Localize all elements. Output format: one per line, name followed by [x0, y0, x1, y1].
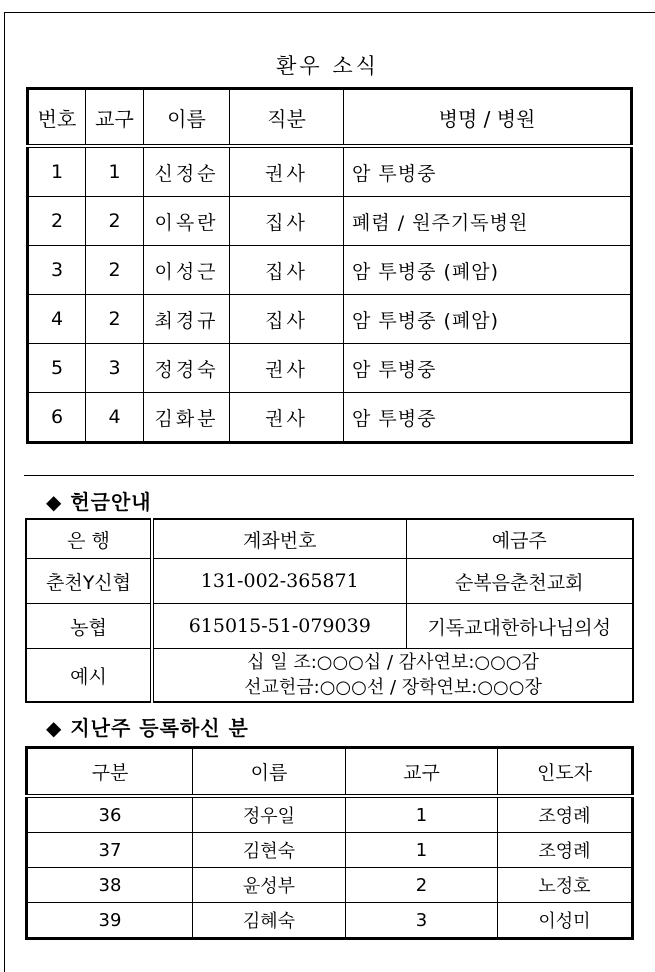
cell-account: 131-002-365871: [152, 559, 406, 604]
cell-guide: 노정호: [498, 868, 633, 903]
offering-title: ◆ 헌금안내: [46, 490, 152, 514]
header-district: 교구: [86, 89, 144, 147]
header-category: 구분: [27, 748, 193, 797]
cell-number: 3: [28, 246, 86, 295]
newcomers-header-row: [27, 748, 633, 797]
cell-illness: 암 투병중: [344, 146, 632, 197]
cell-illness: 암 투병중 (폐암): [344, 295, 632, 344]
table-row: [28, 295, 632, 344]
header-guide: 인도자: [498, 748, 633, 797]
header-account: 계좌번호: [152, 519, 406, 559]
cell-holder: 순복음춘천교회: [406, 559, 633, 604]
cell-district: 2: [86, 295, 144, 344]
patients-title: 환우 소식: [276, 54, 379, 78]
cell-name: 이옥란: [144, 197, 230, 246]
cell-district: 3: [86, 344, 144, 393]
cell-title: 집사: [230, 197, 344, 246]
cell-bank: 농협: [26, 604, 152, 649]
newcomers-title: ◆ 지난주 등록하신 분: [46, 716, 249, 740]
cell-district: 4: [86, 393, 144, 443]
cell-category: 38: [27, 868, 193, 903]
cell-guide: 조영례: [498, 833, 633, 868]
cell-name: 신정순: [144, 146, 230, 197]
example-cell: [152, 649, 633, 703]
table-row: [27, 833, 633, 868]
example-row: [26, 649, 633, 703]
cell-number: 1: [28, 146, 86, 197]
cell-guide: 조영례: [498, 796, 633, 833]
example-label: 예시: [26, 649, 152, 703]
header-bank: 은 행: [26, 519, 152, 559]
cell-number: 6: [28, 393, 86, 443]
table-row: [28, 393, 632, 443]
table-row: [28, 246, 632, 295]
cell-illness: 암 투병중: [344, 393, 632, 443]
cell-name: 최경규: [144, 295, 230, 344]
header-district: 교구: [346, 748, 498, 797]
cell-illness: 암 투병중 (폐암): [344, 246, 632, 295]
section-divider: [24, 475, 634, 476]
cell-title: 권사: [230, 344, 344, 393]
cell-name: 김현숙: [193, 833, 346, 868]
cell-name: 김화분: [144, 393, 230, 443]
cell-title: 집사: [230, 246, 344, 295]
cell-district: 2: [86, 246, 144, 295]
cell-district: 1: [86, 146, 144, 197]
cell-category: 39: [27, 903, 193, 939]
table-row: [27, 868, 633, 903]
offering-header-row: [26, 519, 633, 559]
header-illness: 병명 / 병원: [344, 89, 632, 147]
example-line-2: 선교헌금:○○○선 / 장학연보:○○○장: [244, 677, 542, 698]
header-name: 이름: [144, 89, 230, 147]
cell-district: 1: [346, 796, 498, 833]
cell-name: 이성근: [144, 246, 230, 295]
patients-table: [26, 87, 633, 444]
table-row: [26, 559, 633, 604]
cell-district: 2: [346, 868, 498, 903]
cell-name: 정경숙: [144, 344, 230, 393]
cell-illness: 폐렴 / 원주기독병원: [344, 197, 632, 246]
table-row: [27, 796, 633, 833]
header-number: 번호: [28, 89, 86, 147]
cell-holder: 기독교대한하나님의성: [406, 604, 633, 649]
cell-district: 2: [86, 197, 144, 246]
cell-name: 김혜숙: [193, 903, 346, 939]
cell-guide: 이성미: [498, 903, 633, 939]
cell-district: 3: [346, 903, 498, 939]
header-name: 이름: [193, 748, 346, 797]
table-row: [28, 197, 632, 246]
example-line-1: 십 일 조:○○○십 / 감사연보:○○○감: [247, 652, 539, 673]
cell-number: 2: [28, 197, 86, 246]
cell-name: 정우일: [193, 796, 346, 833]
cell-account: 615015-51-079039: [152, 604, 406, 649]
table-row: [28, 146, 632, 197]
cell-title: 권사: [230, 146, 344, 197]
cell-category: 36: [27, 796, 193, 833]
cell-illness: 암 투병중: [344, 344, 632, 393]
newcomers-table: [25, 746, 634, 940]
cell-category: 37: [27, 833, 193, 868]
header-title: 직분: [230, 89, 344, 147]
table-row: [28, 344, 632, 393]
cell-number: 4: [28, 295, 86, 344]
offering-table: [25, 518, 634, 703]
patients-header-row: [28, 89, 632, 147]
cell-title: 집사: [230, 295, 344, 344]
table-row: [27, 903, 633, 939]
cell-bank: 춘천Y신협: [26, 559, 152, 604]
header-holder: 예금주: [406, 519, 633, 559]
cell-number: 5: [28, 344, 86, 393]
table-row: [26, 604, 633, 649]
cell-title: 권사: [230, 393, 344, 443]
cell-district: 1: [346, 833, 498, 868]
cell-name: 윤성부: [193, 868, 346, 903]
